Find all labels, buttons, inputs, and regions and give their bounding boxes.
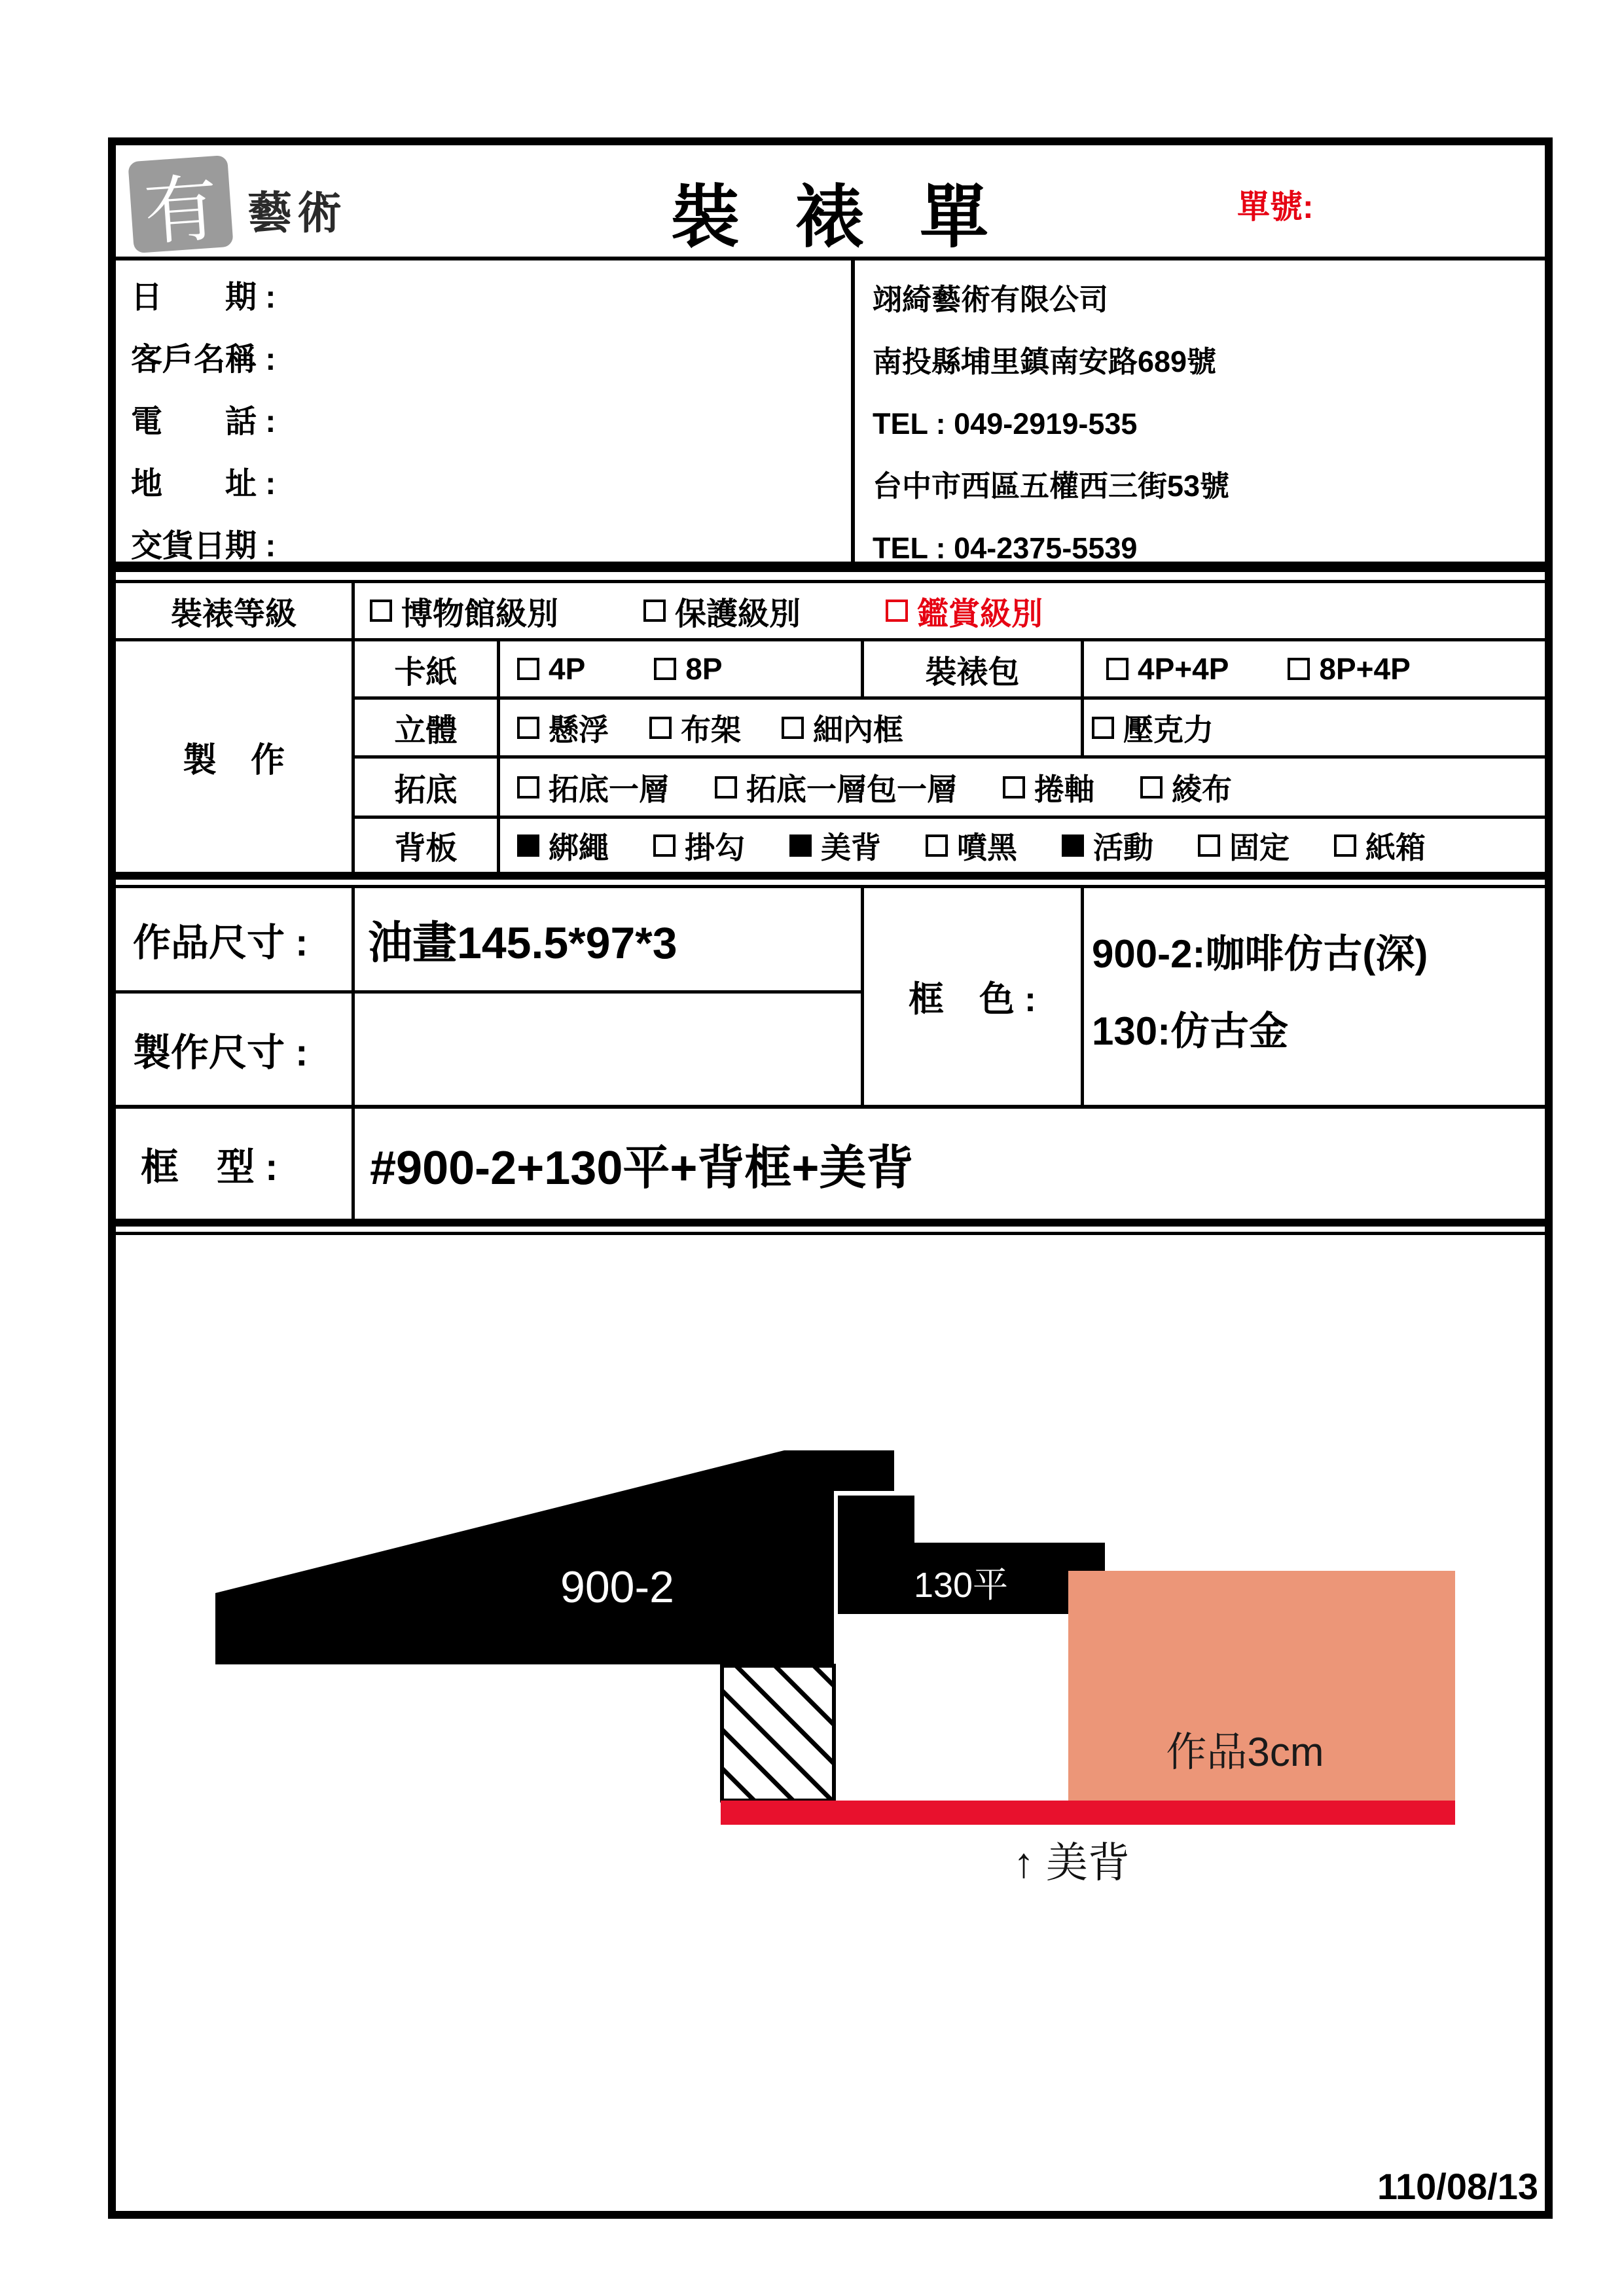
checkbox-捲軸[interactable] <box>1003 776 1025 798</box>
checkbox-美背[interactable] <box>789 834 812 857</box>
option-label: 壓克力 <box>1123 712 1214 747</box>
option-拓底一層 <box>517 766 669 809</box>
back-arrow-label: ↑ 美背 <box>1013 1839 1130 1886</box>
checkbox-拓底一層[interactable] <box>517 776 539 798</box>
seal-character: 有 <box>141 168 221 255</box>
checkbox-保護級別[interactable] <box>643 600 666 622</box>
option-綁繩 <box>517 824 609 867</box>
package-label: 裝裱包 <box>925 655 1020 690</box>
row-label-stereo: 立體 <box>394 713 458 748</box>
option-label: 紙箱 <box>1365 830 1426 865</box>
checkbox-布架[interactable] <box>649 717 672 739</box>
divider <box>108 562 1553 572</box>
stereo-options <box>517 700 903 755</box>
artwork-block-label: 作品3cm <box>1166 1730 1324 1775</box>
option-label: 綾布 <box>1172 772 1232 806</box>
option-懸浮 <box>517 706 609 749</box>
form-date: 110/08/13 <box>1377 2166 1538 2207</box>
divider <box>851 260 855 566</box>
checkbox-掛勾[interactable] <box>653 834 676 857</box>
option-label: 拓底一層 <box>549 772 669 806</box>
option-label: 活動 <box>1093 830 1153 865</box>
hatched-spacer-block <box>722 1666 834 1801</box>
option-label: 布架 <box>681 712 741 747</box>
backboard-options <box>517 819 1426 872</box>
field-label-phone: 電 話 : <box>131 404 276 439</box>
moulding-profile-900-2 <box>215 1450 894 1664</box>
frame-type-label: 框 型 : <box>141 1145 278 1189</box>
option-label: 拓底一層包一層 <box>746 772 957 806</box>
backing-red-bar <box>721 1801 1455 1825</box>
option-紙箱 <box>1334 824 1426 867</box>
divider <box>108 1219 1553 1227</box>
row-label-cardboard: 卡紙 <box>394 655 458 690</box>
company-tel-1: TEL : 049-2919-535 <box>873 407 1138 440</box>
option-4P+4P <box>1106 651 1229 687</box>
option-label: 美背 <box>821 830 881 865</box>
frame-cross-section-diagram <box>115 1237 1548 2212</box>
company-address-2: 台中市西區五權西三街53號 <box>873 469 1230 503</box>
option-掛勾 <box>653 824 745 867</box>
checkbox-壓克力[interactable] <box>1092 717 1114 739</box>
divider <box>1081 641 1084 755</box>
frame-type-value: #900-2+130平+背框+美背 <box>370 1141 914 1194</box>
option-博物館級別 <box>370 588 558 634</box>
grade-options <box>370 583 1043 638</box>
package-options <box>1106 641 1411 696</box>
option-label: 4P <box>549 652 586 686</box>
divider <box>352 580 355 638</box>
checkbox-懸浮[interactable] <box>517 717 539 739</box>
checkbox-活動[interactable] <box>1062 834 1084 857</box>
checkbox-噴黑[interactable] <box>926 834 948 857</box>
frame-color-value-2: 130:仿古金 <box>1092 1009 1289 1053</box>
option-美背 <box>789 824 881 867</box>
option-label: 捲軸 <box>1034 772 1094 806</box>
option-label: 細內框 <box>813 712 903 747</box>
option-活動 <box>1062 824 1153 867</box>
divider <box>497 641 500 872</box>
checkbox-拓底一層包一層[interactable] <box>715 776 737 798</box>
moulding-profile-label: 900-2 <box>560 1562 674 1612</box>
option-label: 懸浮 <box>549 712 609 747</box>
production-size-label: 製作尺寸 : <box>133 1031 308 1074</box>
checkbox-綁繩[interactable] <box>517 834 539 857</box>
option-噴黑 <box>926 824 1017 867</box>
option-細內框 <box>782 706 903 749</box>
checkbox-4P+4P[interactable] <box>1106 658 1128 680</box>
field-label-date: 日 期 : <box>131 280 276 315</box>
company-tel-2: TEL : 04-2375-5539 <box>873 531 1138 565</box>
checkbox-8P+4P[interactable] <box>1288 658 1310 680</box>
option-label: 8P <box>685 652 723 686</box>
checkbox-紙箱[interactable] <box>1334 834 1356 857</box>
order-number-label: 單號: <box>1237 188 1314 225</box>
artwork-size-value: 油畫145.5*97*3 <box>368 918 677 968</box>
frame-color-value-1: 900-2:咖啡仿古(深) <box>1092 932 1428 976</box>
field-label-address: 地 址 : <box>131 467 276 501</box>
cardboard-options <box>517 641 723 696</box>
option-label: 噴黑 <box>957 830 1017 865</box>
option-4P <box>517 651 585 687</box>
production-size-value <box>368 994 852 1105</box>
row-label-base: 拓底 <box>394 773 458 808</box>
option-label: 博物館級別 <box>401 596 559 632</box>
field-label-delivery-date: 交貨日期 : <box>131 529 276 564</box>
option-布架 <box>649 706 741 749</box>
option-鑑賞級別 <box>886 588 1043 634</box>
option-label: 4P+4P <box>1138 652 1229 686</box>
form-title: 裝裱單 <box>671 179 1045 256</box>
option-8P+4P <box>1288 651 1410 687</box>
option-固定 <box>1198 824 1290 867</box>
divider <box>108 257 1553 260</box>
option-保護級別 <box>643 588 801 634</box>
option-label: 掛勾 <box>685 830 745 865</box>
option-label: 8P+4P <box>1319 652 1411 686</box>
option-label: 保護級別 <box>675 596 801 632</box>
divider <box>1081 888 1084 1105</box>
field-label-customer-name: 客戶名稱 : <box>131 342 276 377</box>
option-8P <box>654 651 722 687</box>
checkbox-鑑賞級別[interactable] <box>886 600 908 622</box>
divider <box>108 1232 1553 1235</box>
option-label: 鑑賞級別 <box>917 596 1043 632</box>
grade-section-label: 裝裱等級 <box>170 596 297 632</box>
divider <box>352 888 355 1105</box>
company-name: 翊綺藝術有限公司 <box>873 283 1109 316</box>
option-捲軸 <box>1003 766 1094 809</box>
company-seal-logo <box>128 155 233 253</box>
frame-color-label: 框 色 : <box>909 980 1036 1019</box>
option-label: 固定 <box>1229 830 1290 865</box>
option-label: 綁繩 <box>549 830 609 865</box>
option-綾布 <box>1140 766 1232 809</box>
checkbox-4P[interactable] <box>517 658 539 680</box>
divider <box>352 1108 355 1219</box>
flat-bar-label: 130平 <box>913 1566 1009 1605</box>
company-address-1: 南投縣埔里鎮南安路689號 <box>873 345 1217 378</box>
logo-text: 藝術 <box>247 188 348 238</box>
divider <box>108 872 1553 880</box>
base-options <box>517 759 1232 816</box>
checkbox-8P[interactable] <box>654 658 676 680</box>
checkbox-固定[interactable] <box>1198 834 1220 857</box>
acrylic-options <box>1092 700 1214 755</box>
option-拓底一層包一層 <box>715 766 957 809</box>
artwork-size-label: 作品尺寸 : <box>133 922 308 964</box>
production-section-label: 製 作 <box>182 741 285 780</box>
checkbox-博物館級別[interactable] <box>370 600 392 622</box>
option-壓克力 <box>1092 706 1214 749</box>
checkbox-綾布[interactable] <box>1140 776 1163 798</box>
row-label-backboard: 背板 <box>394 831 458 866</box>
checkbox-細內框[interactable] <box>782 717 804 739</box>
